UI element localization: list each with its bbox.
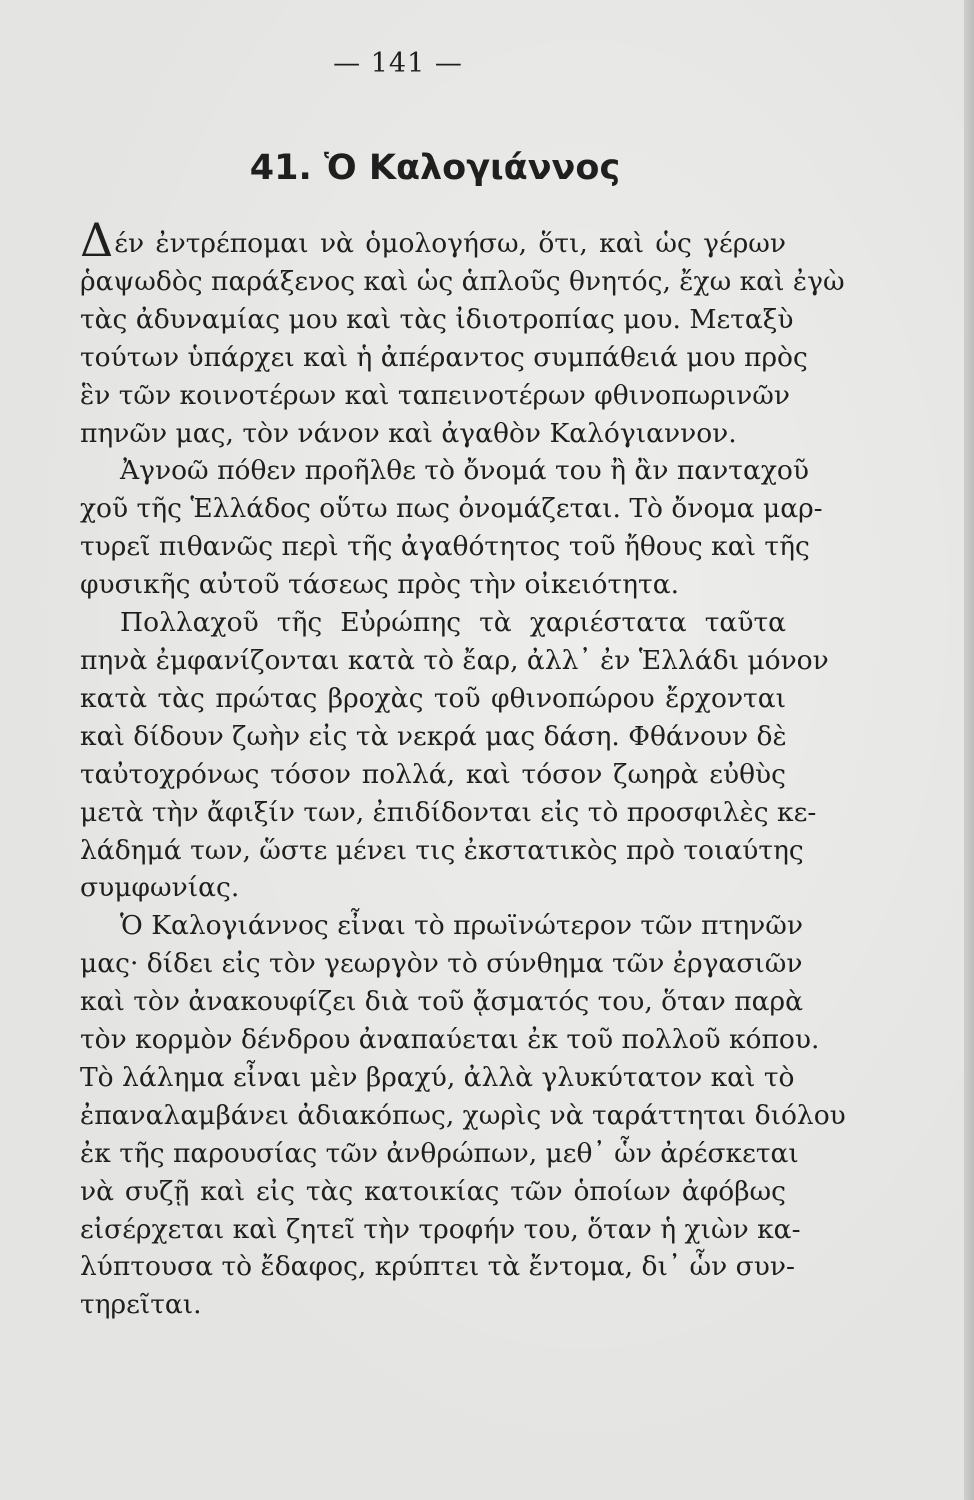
text-line: κατὰ τὰς πρώτας βροχὰς τοῦ φθινοπώρου ἔρχονται [80,682,786,714]
text-line: ταὐτοχρόνως τόσον πολλά, καὶ τόσον ζωηρὰ εὐθὺς [80,758,786,790]
text-line: ἐκ τῆς παρουσίας τῶν ἀνθρώπων, μεθ᾽ ὧν ἀρέσκεται [80,1137,799,1169]
paragraph-4 [80,907,846,1324]
text-line: ῥαψωδὸς παράξενος καὶ ὡς ἁπλοῦς θνητός, ἔχω καὶ ἐγὼ [80,265,845,297]
text-line: Τὸ λάλημα εἶναι μὲν βραχύ, ἀλλὰ γλυκύτατον καὶ τὸ [80,1061,795,1093]
paragraph-3 [80,604,829,907]
text-line: λύπτουσα τὸ ἔδαφος, κρύπτει τὰ ἔντομα, δι᾽ ὧν συν- [80,1251,795,1283]
text-line: χοῦ τῆς Ἑλλάδος οὕτω πως ὀνομάζεται. Τὸ ὄνομα μαρ- [80,493,823,525]
page-edge [964,0,974,1500]
page-number: — 141 — [333,48,463,79]
text-line: Ἀγνοῶ πόθεν προῆλθε τὸ ὄνομά του ἢ ἂν πανταχοῦ [120,455,809,487]
text-line: καὶ δίδουν ζωὴν εἰς τὰ νεκρά μας δάση. Φθάνουν δὲ [80,720,787,752]
text-line: τὸν κορμὸν δένδρου ἀναπαύεται ἐκ τοῦ πολλοῦ κόπου. [80,1024,820,1056]
text-line: νὰ συζῇ καὶ εἰς τὰς κατοικίας τῶν ὁποίων ἀφόβως [80,1175,786,1207]
text-line: τὰς ἀδυναμίας μου καὶ τὰς ἰδιοτροπίας μου. Μεταξὺ [80,303,794,335]
text-line: τηρεῖται. [80,1289,202,1321]
text-line: ἓν τῶν κοινοτέρων καὶ ταπεινοτέρων φθινοπωρινῶν [80,379,790,411]
text-line: Πολλαχοῦ τῆς Εὐρώπης τὰ χαριέστατα ταῦτα [120,607,786,639]
text-line: μετὰ τὴν ἄφιξίν των, ἐπιδίδονται εἰς τὸ προσφιλὲς κε- [80,796,817,828]
paragraph-1 [80,213,845,452]
text-line: λάδημά των, ὥστε μένει τις ἐκστατικὸς πρὸ τοιαύτης [80,834,804,866]
drop-cap: Δ [80,213,114,267]
text-line: καὶ τὸν ἀνακουφίζει διὰ τοῦ ᾄσματός του, ὅταν παρὰ [80,986,803,1018]
text-line: Ὁ Καλογιάννος εἶναι τὸ πρωϊνώτερον τῶν πτηνῶν [120,910,803,942]
text-line: συμφωνίας. [80,872,240,904]
paragraph-2 [80,452,823,604]
text-line: φυσικῆς αὐτοῦ τάσεως πρὸς τὴν οἰκειότητα. [80,569,680,601]
body-text [80,213,846,1324]
chapter-title: 41. Ὁ Καλογιάννος [249,148,621,188]
text-line: Δέν ἐντρέπομαι νὰ ὁμολογήσω, ὅτι, καὶ ὡς γέρων [80,213,786,267]
text-line: πηνὰ ἐμφανίζονται κατὰ τὸ ἔαρ, ἀλλ᾽ ἐν Ἑλλάδι μόνον [80,644,829,676]
text-line: τυρεῖ πιθανῶς περὶ τῆς ἀγαθότητος τοῦ ἤθους καὶ τῆς [80,531,810,563]
text-line: τούτων ὑπάρχει καὶ ἡ ἀπέραντος συμπάθειά μου πρὸς [80,341,808,373]
text-line: ἐπαναλαμβάνει ἀδιακόπως, χωρὶς νὰ ταράττηται διόλου [80,1099,846,1131]
text-line: εἰσέρχεται καὶ ζητεῖ τὴν τροφήν του, ὅταν ἡ χιὼν κα- [80,1213,801,1245]
text-line: πηνῶν μας, τὸν νάνον καὶ ἀγαθὸν Καλόγιαννον. [80,417,737,449]
text-line: μας· δίδει εἰς τὸν γεωργὸν τὸ σύνθημα τῶν ἐργασιῶν [80,948,803,980]
